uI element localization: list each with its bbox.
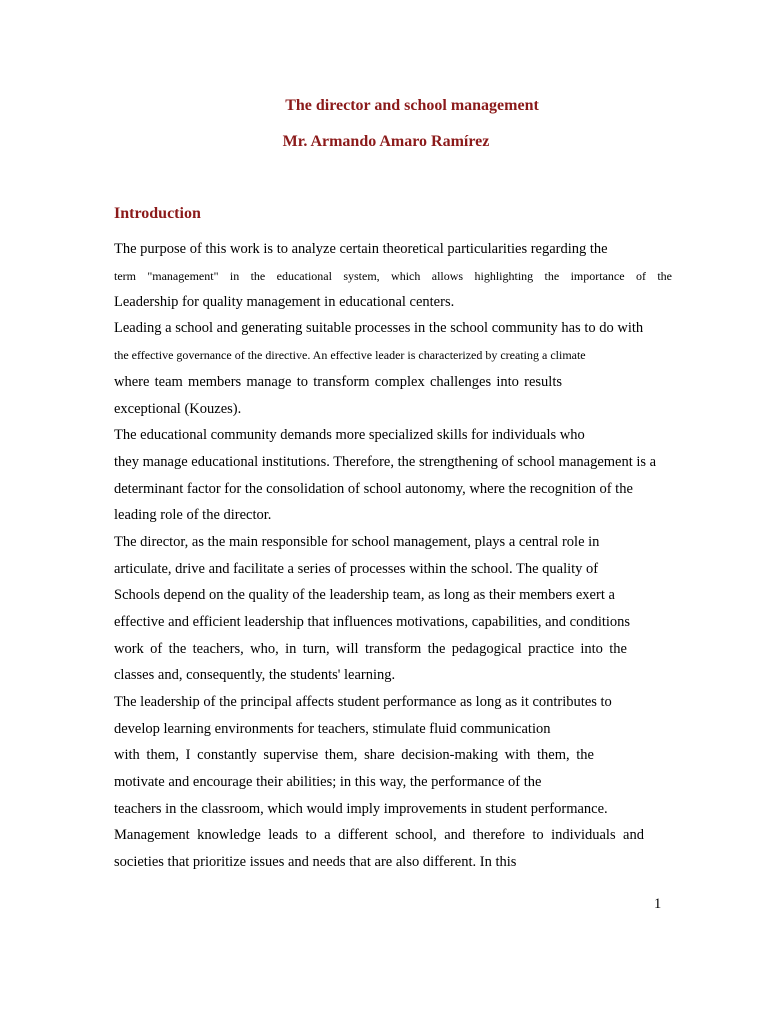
body-line: where team members manage to transform complex challenges into results <box>114 374 562 390</box>
body-line: classes and, consequently, the students' learning. <box>114 667 396 683</box>
body-line: effective and efficient leadership that influences motivations, capabilities, and conditions <box>114 614 631 630</box>
body-line: The director, as the main responsible for school management, plays a central role in <box>114 534 600 550</box>
body-line: motivate and encourage their abilities; in this way, the performance of the <box>114 774 542 790</box>
section-heading-introduction: Introduction <box>114 205 201 222</box>
body-line: the effective governance of the directive. An effective leader is characterized by creating a climate <box>114 348 586 362</box>
body-line: develop learning environments for teachers, stimulate fluid communication <box>114 721 551 737</box>
body-line: The purpose of this work is to analyze certain theoretical particularities regarding the <box>114 241 608 257</box>
body-line: exceptional (Kouzes). <box>114 401 242 417</box>
body-line: Leadership for quality management in educational centers. <box>114 294 455 310</box>
body-line: Schools depend on the quality of the leadership team, as long as their members exert a <box>114 587 615 603</box>
body-line: articulate, drive and facilitate a series of processes within the school. The quality of <box>114 561 599 577</box>
body-line: with them, I constantly supervise them, share decision-making with them, the <box>114 747 594 763</box>
body-line: The leadership of the principal affects student performance as long as it contributes to <box>114 694 612 710</box>
body-line: societies that prioritize issues and needs that are also different. In this <box>114 854 517 870</box>
body-line: they manage educational institutions. Therefore, the strengthening of school management is a <box>114 454 657 470</box>
body-line: determinant factor for the consolidation of school autonomy, where the recognition of the <box>114 481 633 497</box>
body-line: work of the teachers, who, in turn, will transform the pedagogical practice into the <box>114 641 627 657</box>
body-line: The educational community demands more specialized skills for individuals who <box>114 427 585 443</box>
body-line: teachers in the classroom, which would imply improvements in student performance. <box>114 801 608 817</box>
body-line: term "management" in the educational system, which allows highlighting the importance of the <box>114 269 672 283</box>
page-number: 1 <box>654 896 662 912</box>
document-author: Mr. Armando Amaro Ramírez <box>282 133 490 150</box>
document-title: The director and school management <box>285 97 539 114</box>
body-line: Management knowledge leads to a different school, and therefore to individuals and <box>114 827 644 843</box>
body-line: leading role of the director. <box>114 507 272 523</box>
body-line: Leading a school and generating suitable processes in the school community has to do with <box>114 320 644 336</box>
